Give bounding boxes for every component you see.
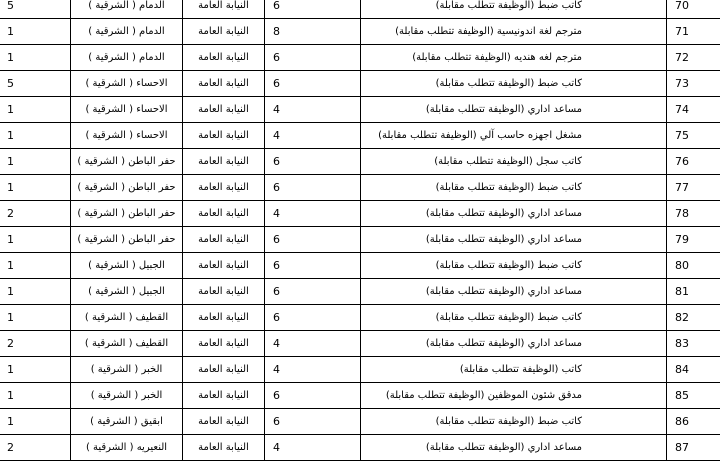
vacancy-count: 2 bbox=[0, 435, 71, 461]
table-row bbox=[0, 0, 720, 19]
agency-name: النيابة العامة bbox=[183, 175, 265, 201]
job-grade: 6 bbox=[265, 227, 361, 253]
table-row bbox=[0, 409, 720, 435]
row-number: 74 bbox=[667, 97, 720, 123]
vacancy-count: 1 bbox=[0, 383, 71, 409]
table-row bbox=[0, 357, 720, 383]
row-number: 75 bbox=[667, 123, 720, 149]
job-city: الدمام ( الشرقية ) bbox=[71, 19, 183, 45]
table-row bbox=[0, 305, 720, 331]
agency-name: النيابة العامة bbox=[183, 409, 265, 435]
table-row bbox=[0, 201, 720, 227]
job-city: القطيف ( الشرقية ) bbox=[71, 305, 183, 331]
agency-name: النيابة العامة bbox=[183, 331, 265, 357]
vacancy-count: 1 bbox=[0, 19, 71, 45]
table-row bbox=[0, 149, 720, 175]
job-grade: 4 bbox=[265, 97, 361, 123]
vacancy-count: 1 bbox=[0, 279, 71, 305]
row-number: 81 bbox=[667, 279, 720, 305]
agency-name: النيابة العامة bbox=[183, 19, 265, 45]
job-title: مساعد اداري (الوظيفة تتطلب مقابلة) bbox=[361, 435, 667, 461]
table-row bbox=[0, 45, 720, 71]
job-title: مساعد اداري (الوظيفة تتطلب مقابلة) bbox=[361, 97, 667, 123]
row-number: 70 bbox=[667, 0, 720, 19]
job-city: الخبر ( الشرقية ) bbox=[71, 357, 183, 383]
job-title: كاتب ضبط (الوظيفة تتطلب مقابلة) bbox=[361, 0, 667, 19]
table-row bbox=[0, 227, 720, 253]
row-number: 71 bbox=[667, 19, 720, 45]
job-grade: 4 bbox=[265, 435, 361, 461]
table-row bbox=[0, 383, 720, 409]
job-city: الدمام ( الشرقية ) bbox=[71, 0, 183, 19]
agency-name: النيابة العامة bbox=[183, 357, 265, 383]
table-row bbox=[0, 19, 720, 45]
job-title: كاتب ضبط (الوظيفة تتطلب مقابلة) bbox=[361, 305, 667, 331]
agency-name: النيابة العامة bbox=[183, 435, 265, 461]
job-city: الاحساء ( الشرقية ) bbox=[71, 71, 183, 97]
job-title: كاتب ضبط (الوظيفة تتطلب مقابلة) bbox=[361, 71, 667, 97]
vacancy-count: 1 bbox=[0, 253, 71, 279]
row-number: 86 bbox=[667, 409, 720, 435]
table-row bbox=[0, 97, 720, 123]
agency-name: النيابة العامة bbox=[183, 201, 265, 227]
vacancy-count: 1 bbox=[0, 227, 71, 253]
table-row bbox=[0, 123, 720, 149]
job-city: الخبر ( الشرقية ) bbox=[71, 383, 183, 409]
job-city: الجبيل ( الشرقية ) bbox=[71, 279, 183, 305]
agency-name: النيابة العامة bbox=[183, 123, 265, 149]
row-number: 76 bbox=[667, 149, 720, 175]
job-grade: 6 bbox=[265, 253, 361, 279]
agency-name: النيابة العامة bbox=[183, 253, 265, 279]
job-city: حفر الباطن ( الشرقية ) bbox=[71, 175, 183, 201]
job-city: القطيف ( الشرقية ) bbox=[71, 331, 183, 357]
job-city: النعيريه ( الشرقية ) bbox=[71, 435, 183, 461]
job-title: كاتب ضبط (الوظيفة تتطلب مقابلة) bbox=[361, 175, 667, 201]
agency-name: النيابة العامة bbox=[183, 45, 265, 71]
agency-name: النيابة العامة bbox=[183, 0, 265, 19]
job-grade: 4 bbox=[265, 331, 361, 357]
job-title: مترجم لغة اندونيسية (الوظيفة تتطلب مقابلة) bbox=[361, 19, 667, 45]
row-number: 79 bbox=[667, 227, 720, 253]
vacancy-count: 1 bbox=[0, 45, 71, 71]
job-title: مترجم لغه هنديه (الوظيفة تتطلب مقابلة) bbox=[361, 45, 667, 71]
agency-name: النيابة العامة bbox=[183, 71, 265, 97]
job-city: ابقيق ( الشرقية ) bbox=[71, 409, 183, 435]
table-row bbox=[0, 279, 720, 305]
job-grade: 6 bbox=[265, 383, 361, 409]
job-title: مدقق شئون الموظفين (الوظيفة تتطلب مقابلة) bbox=[361, 383, 667, 409]
job-title: مساعد اداري (الوظيفة تتطلب مقابلة) bbox=[361, 331, 667, 357]
row-number: 73 bbox=[667, 71, 720, 97]
vacancy-count: 1 bbox=[0, 149, 71, 175]
row-number: 78 bbox=[667, 201, 720, 227]
job-city: حفر الباطن ( الشرقية ) bbox=[71, 201, 183, 227]
row-number: 84 bbox=[667, 357, 720, 383]
job-title: مساعد اداري (الوظيفة تتطلب مقابلة) bbox=[361, 279, 667, 305]
job-city: الاحساء ( الشرقية ) bbox=[71, 97, 183, 123]
row-number: 85 bbox=[667, 383, 720, 409]
agency-name: النيابة العامة bbox=[183, 305, 265, 331]
vacancy-count: 2 bbox=[0, 201, 71, 227]
job-city: الجبيل ( الشرقية ) bbox=[71, 253, 183, 279]
vacancy-count: 1 bbox=[0, 123, 71, 149]
vacancy-count: 2 bbox=[0, 331, 71, 357]
job-grade: 6 bbox=[265, 279, 361, 305]
job-grade: 6 bbox=[265, 149, 361, 175]
job-title: كاتب (الوظيفة تتطلب مقابلة) bbox=[361, 357, 667, 383]
table-row bbox=[0, 331, 720, 357]
vacancy-count: 5 bbox=[0, 0, 71, 19]
job-grade: 6 bbox=[265, 71, 361, 97]
vacancy-count: 1 bbox=[0, 305, 71, 331]
agency-name: النيابة العامة bbox=[183, 279, 265, 305]
job-grade: 6 bbox=[265, 45, 361, 71]
job-title: مساعد اداري (الوظيفة تتطلب مقابلة) bbox=[361, 201, 667, 227]
job-title: كاتب سجل (الوظيفة تتطلب مقابلة) bbox=[361, 149, 667, 175]
job-grade: 4 bbox=[265, 201, 361, 227]
job-city: حفر الباطن ( الشرقية ) bbox=[71, 149, 183, 175]
row-number: 72 bbox=[667, 45, 720, 71]
job-grade: 4 bbox=[265, 357, 361, 383]
agency-name: النيابة العامة bbox=[183, 97, 265, 123]
table-row bbox=[0, 71, 720, 97]
agency-name: النيابة العامة bbox=[183, 149, 265, 175]
job-city: حفر الباطن ( الشرقية ) bbox=[71, 227, 183, 253]
row-number: 77 bbox=[667, 175, 720, 201]
job-grade: 6 bbox=[265, 0, 361, 19]
table-row bbox=[0, 175, 720, 201]
row-number: 83 bbox=[667, 331, 720, 357]
row-number: 82 bbox=[667, 305, 720, 331]
vacancy-count: 1 bbox=[0, 97, 71, 123]
agency-name: النيابة العامة bbox=[183, 383, 265, 409]
job-city: الاحساء ( الشرقية ) bbox=[71, 123, 183, 149]
vacancy-count: 5 bbox=[0, 71, 71, 97]
row-number: 87 bbox=[667, 435, 720, 461]
job-title: مشغل اجهزه حاسب آلي (الوظيفة تتطلب مقابلة) bbox=[361, 123, 667, 149]
job-title: مساعد اداري (الوظيفة تتطلب مقابلة) bbox=[361, 227, 667, 253]
vacancy-count: 1 bbox=[0, 409, 71, 435]
job-grade: 6 bbox=[265, 175, 361, 201]
job-grade: 8 bbox=[265, 19, 361, 45]
vacancy-count: 1 bbox=[0, 175, 71, 201]
vacancy-count: 1 bbox=[0, 357, 71, 383]
job-title: كاتب ضبط (الوظيفة تتطلب مقابلة) bbox=[361, 409, 667, 435]
job-grade: 6 bbox=[265, 409, 361, 435]
job-grade: 6 bbox=[265, 305, 361, 331]
table-row bbox=[0, 435, 720, 461]
job-title: كاتب ضبط (الوظيفة تتطلب مقابلة) bbox=[361, 253, 667, 279]
agency-name: النيابة العامة bbox=[183, 227, 265, 253]
table-row bbox=[0, 253, 720, 279]
job-grade: 4 bbox=[265, 123, 361, 149]
job-city: الدمام ( الشرقية ) bbox=[71, 45, 183, 71]
row-number: 80 bbox=[667, 253, 720, 279]
